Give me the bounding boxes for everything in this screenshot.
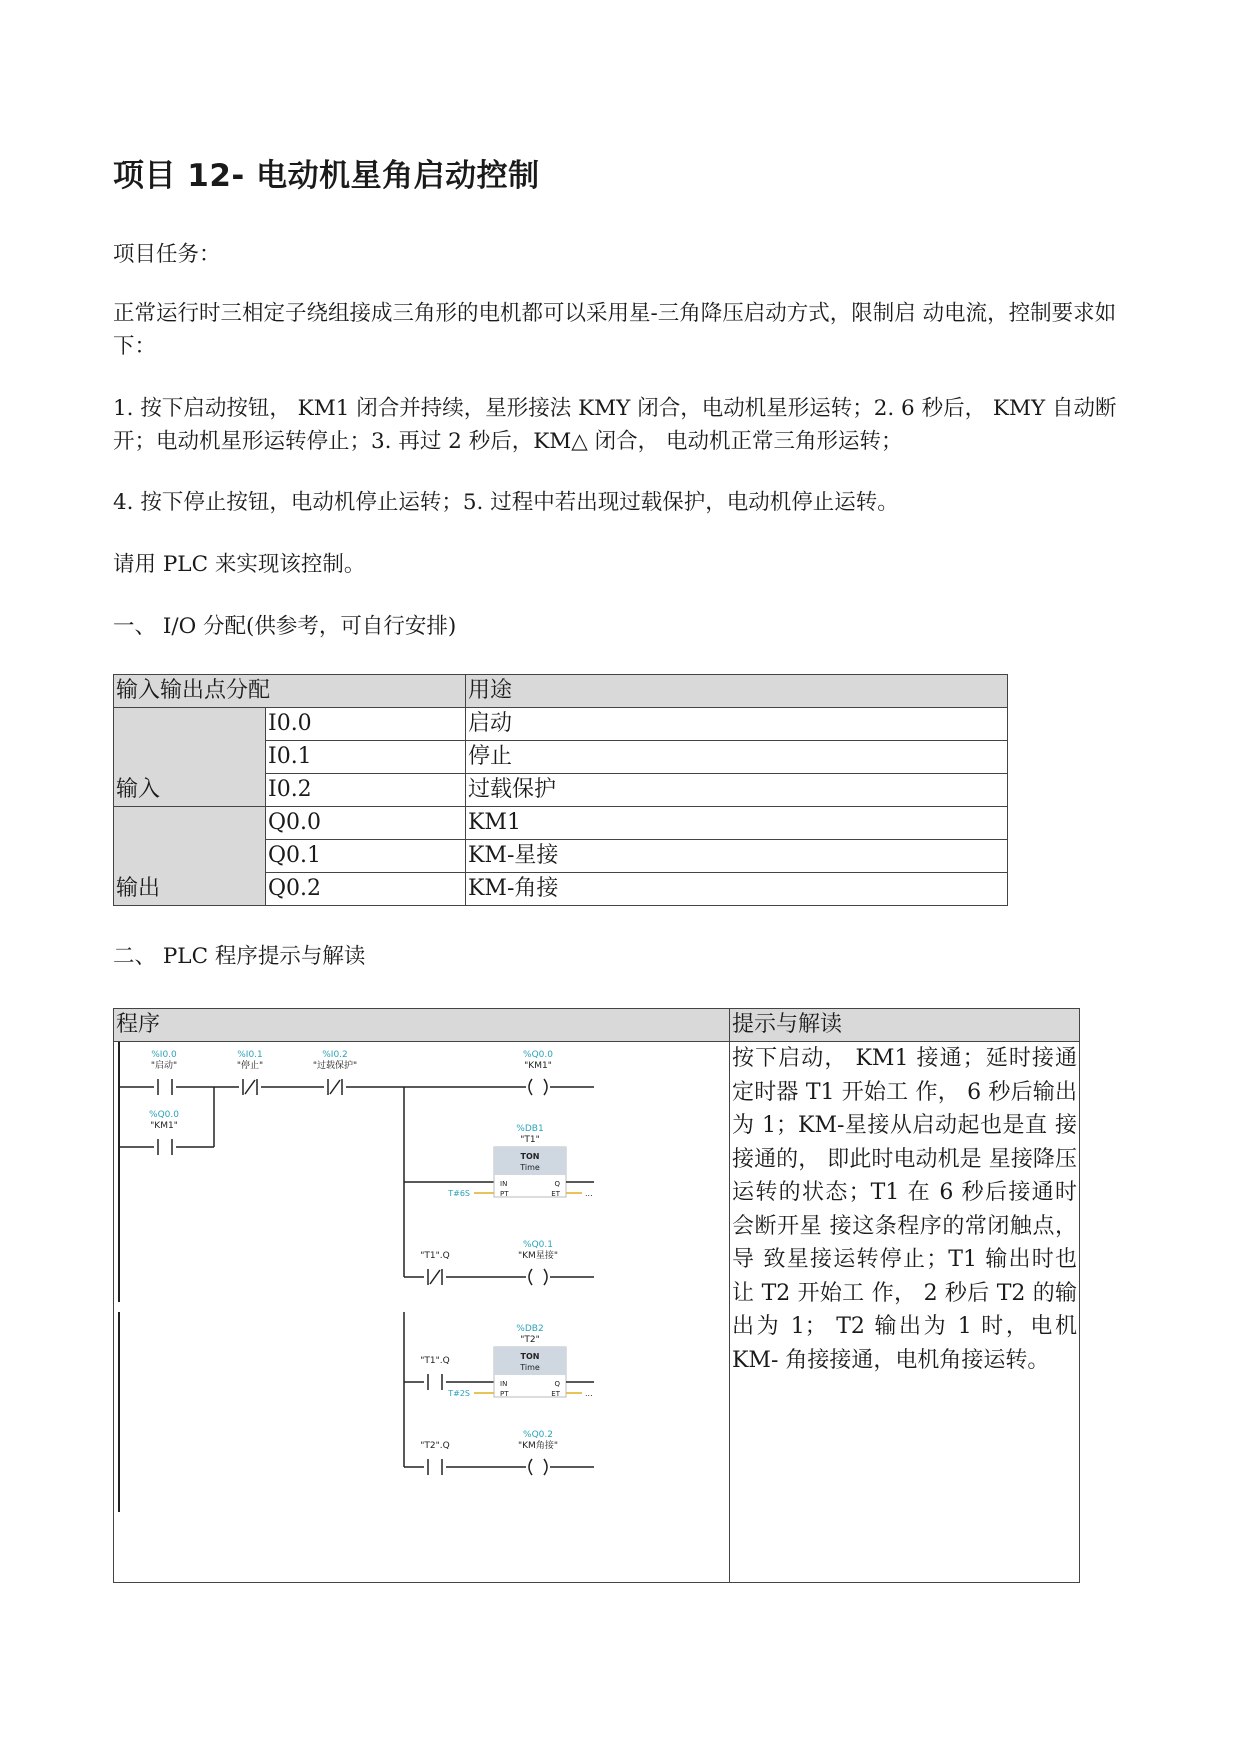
t1-et-val: ... <box>585 1189 593 1198</box>
io-addr: I0.0 <box>266 708 466 741</box>
t2-type: TON <box>520 1352 540 1361</box>
stop-contact-name: "停止" <box>236 1061 264 1071</box>
t2-et: ET <box>551 1390 560 1398</box>
t1-nc-contact-name: "T1".Q <box>420 1251 450 1261</box>
star-coil-name: "KM星接" <box>518 1251 558 1261</box>
t1-et: ET <box>551 1190 560 1198</box>
timer-t2 <box>447 1324 594 1398</box>
t2-db: %DB2 <box>516 1324 544 1334</box>
io-use: KM-星接 <box>466 840 1008 873</box>
io-addr: I0.1 <box>266 741 466 774</box>
stop-contact <box>237 1050 263 1096</box>
km1-selflock-contact <box>149 1110 179 1156</box>
km1-coil-addr: %Q0.0 <box>523 1050 553 1060</box>
t1-no-contact-name: "T1".Q <box>420 1356 450 1366</box>
t2-preset: T#2S <box>448 1389 470 1398</box>
io-use: KM1 <box>466 807 1008 840</box>
ladder-svg <box>114 1042 720 1522</box>
t2-subtype: Time <box>520 1363 540 1372</box>
stop-contact-addr: %I0.1 <box>237 1050 263 1060</box>
t1-pt: PT <box>500 1190 509 1198</box>
km1-coil <box>523 1050 553 1096</box>
io-header-use: 用途 <box>466 675 1008 708</box>
t2-no-contact <box>420 1441 449 1476</box>
t1-type: TON <box>520 1152 540 1161</box>
program-header: 程序 <box>114 1009 730 1042</box>
io-addr: Q0.2 <box>266 873 466 906</box>
explain-header: 提示与解读 <box>730 1009 1080 1042</box>
requirements-2: 4. 按下停止按钮，电动机停止运转；5. 过程中若出现过载保护，电动机停止运转。 <box>113 490 899 515</box>
t1-nc-contact <box>420 1251 449 1286</box>
delta-coil <box>518 1430 558 1476</box>
section-io-heading: 一、 I/O 分配(供参考，可自行安排) <box>113 614 457 639</box>
delta-coil-name: "KM角接" <box>518 1441 558 1451</box>
t2-name: "T2" <box>520 1335 540 1345</box>
t2-in: IN <box>500 1380 508 1388</box>
io-group-input: 输入 <box>114 708 266 807</box>
t2-q: Q <box>554 1380 560 1388</box>
t1-name: "T1" <box>520 1135 540 1145</box>
star-coil <box>518 1240 558 1286</box>
km1-selflock-name: "KM1" <box>150 1121 178 1131</box>
t1-subtype: Time <box>520 1163 540 1172</box>
t2-no-contact-name: "T2".Q <box>420 1441 450 1451</box>
program-table <box>113 1008 1080 1583</box>
t1-preset: T#6S <box>448 1189 470 1198</box>
io-addr: Q0.1 <box>266 840 466 873</box>
start-contact <box>151 1050 177 1096</box>
overload-contact-addr: %I0.2 <box>322 1050 348 1060</box>
t1-q: Q <box>554 1180 560 1188</box>
star-coil-addr: %Q0.1 <box>523 1240 553 1250</box>
section-program-heading: 二、 PLC 程序提示与解读 <box>113 944 366 969</box>
t2-et-val: ... <box>585 1389 593 1398</box>
io-use: KM-角接 <box>466 873 1008 906</box>
start-contact-name: "启动" <box>150 1061 178 1071</box>
page-title: 项目 12- 电动机星角启动控制 <box>113 158 540 194</box>
io-group-output: 输出 <box>114 807 266 906</box>
t1-in: IN <box>500 1180 508 1188</box>
delta-coil-addr: %Q0.2 <box>523 1430 553 1440</box>
overload-contact-name: "过载保护" <box>312 1061 358 1071</box>
ladder-diagram <box>114 1042 720 1582</box>
km1-coil-name: "KM1" <box>524 1061 552 1071</box>
io-allocation-table <box>113 674 1008 906</box>
km1-selflock-addr: %Q0.0 <box>149 1110 179 1120</box>
overload-contact <box>313 1050 357 1096</box>
explanation-text: 按下启动， KM1 接通；延时接通定时器 T1 开始工 作， 6 秒后输出为 1；KM-星接从启动起也是直 接接通的， 即此时电动机是 星接降压运转的状态；T1 在 6 秒后接通时会断开星 接这条程序的常闭触点，导 致星接运转停止；T1 输出时也让 T2 开始工 作， 2 秒后 T2 的输出为 1； T2 输出为 1 时，电机 KM- 角接接通，电机角接运转。 <box>730 1042 1080 1583</box>
task-label: 项目任务： <box>113 242 221 267</box>
timer-t1 <box>447 1124 594 1198</box>
t1-db: %DB1 <box>516 1124 544 1134</box>
ladder-cell <box>114 1042 730 1583</box>
io-addr: Q0.0 <box>266 807 466 840</box>
requirements-1: 1. 按下启动按钮， KM1 闭合并持续，星形接法 KMY 闭合，电动机星形运转；2. 6 秒后， KMY 自动断开；电动机星形运转停止；3. 再过 2 秒后，KM△ 闭合， 电动机正常三角形运转； <box>113 396 1117 454</box>
start-contact-addr: %I0.0 <box>151 1050 177 1060</box>
plc-note: 请用 PLC 来实现该控制。 <box>113 552 366 577</box>
io-header-points: 输入输出点分配 <box>114 675 466 708</box>
io-use: 停止 <box>466 741 1008 774</box>
t2-pt: PT <box>500 1390 509 1398</box>
t1-no-contact <box>420 1356 449 1391</box>
io-use: 启动 <box>466 708 1008 741</box>
io-use: 过载保护 <box>466 774 1008 807</box>
io-addr: I0.2 <box>266 774 466 807</box>
task-intro: 正常运行时三相定子绕组接成三角形的电机都可以采用星-三角降压启动方式，限制启 动电流，控制要求如下： <box>113 301 1117 359</box>
